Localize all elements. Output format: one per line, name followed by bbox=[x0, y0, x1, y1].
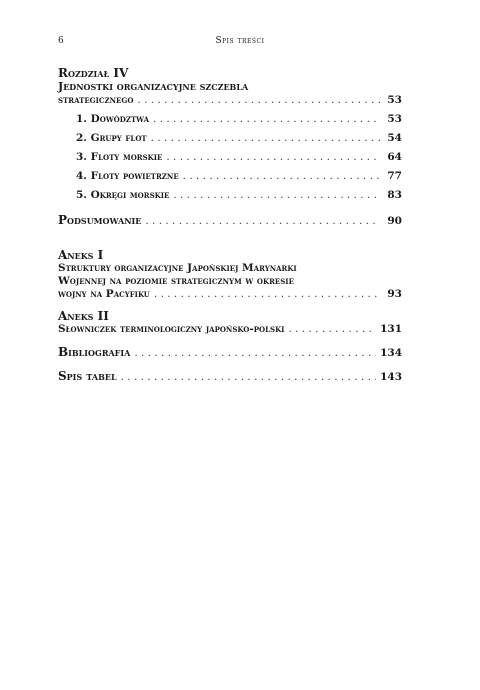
toc-entry-page: 90 bbox=[387, 215, 402, 227]
toc-entry-label: Spis tabel bbox=[58, 369, 117, 383]
toc-entry-page: 134 bbox=[380, 347, 402, 359]
running-title: Spis treści bbox=[215, 36, 265, 46]
toc-entry-bibliography[interactable] bbox=[58, 346, 402, 360]
dot-leader bbox=[166, 151, 380, 164]
toc-entry-annex[interactable] bbox=[58, 288, 402, 301]
toc-entry-section[interactable] bbox=[58, 189, 402, 202]
toc-entry-label: Słowniczek terminologiczny japońsko-polski bbox=[58, 323, 285, 335]
toc-entry-label: 5. Okręgi morskie bbox=[76, 189, 170, 201]
toc-entry-label: strategicznego bbox=[58, 94, 134, 106]
dot-leader bbox=[173, 189, 380, 202]
toc-entry-page: 77 bbox=[387, 170, 402, 182]
toc-entry-chapter[interactable] bbox=[58, 94, 402, 107]
running-head bbox=[58, 36, 422, 50]
annex-label: Aneks I bbox=[58, 248, 104, 262]
dot-leader bbox=[137, 94, 380, 107]
toc-entry-label: 3. Floty morskie bbox=[76, 151, 163, 163]
toc-entry-label: Bibliografia bbox=[58, 345, 131, 359]
chapter-title: Jednostki organizacyjne szczebla bbox=[58, 80, 249, 93]
toc-entry-page: 54 bbox=[387, 132, 402, 144]
toc-entry-page: 53 bbox=[387, 113, 402, 125]
dot-leader bbox=[154, 288, 380, 301]
annex-title: Wojennej na poziomie strategicznym w okresie bbox=[58, 275, 294, 287]
toc-entry-page: 143 bbox=[380, 371, 402, 383]
dot-leader bbox=[145, 215, 380, 228]
toc-entry-label: wojny na Pacyfiku bbox=[58, 288, 150, 300]
toc-entry-section[interactable] bbox=[58, 170, 402, 183]
toc-entry-label: 2. Grupy flot bbox=[76, 132, 147, 144]
dot-leader bbox=[121, 371, 376, 384]
annex-label: Aneks II bbox=[58, 309, 109, 323]
dot-leader bbox=[134, 347, 376, 360]
dot-leader bbox=[183, 170, 380, 183]
dot-leader bbox=[153, 113, 380, 126]
toc-entry-annex[interactable] bbox=[58, 323, 402, 336]
annex-title: Struktury organizacyjne Japońskiej Marynarki bbox=[58, 262, 297, 274]
toc-entry-section[interactable] bbox=[58, 113, 402, 126]
toc-entry-section[interactable] bbox=[58, 132, 402, 145]
page-number: 6 bbox=[58, 36, 65, 46]
toc-entry-page: 64 bbox=[387, 151, 402, 163]
toc-entry-tables[interactable] bbox=[58, 370, 402, 384]
toc-entry-label: 4. Floty powietrzne bbox=[76, 170, 179, 182]
table-of-contents bbox=[58, 66, 402, 384]
toc-entry-label: 1. Dowództwa bbox=[76, 113, 150, 125]
dot-leader bbox=[288, 323, 376, 336]
toc-entry-page: 53 bbox=[387, 94, 402, 106]
toc-entry-page: 131 bbox=[380, 323, 402, 335]
dot-leader bbox=[151, 132, 380, 145]
toc-entry-section[interactable] bbox=[58, 151, 402, 164]
toc-entry-label: Podsumowanie bbox=[58, 213, 142, 227]
chapter-label: Rozdział IV bbox=[58, 66, 129, 80]
toc-entry-summary[interactable] bbox=[58, 214, 402, 228]
toc-entry-page: 93 bbox=[387, 288, 402, 300]
toc-entry-page: 83 bbox=[387, 189, 402, 201]
